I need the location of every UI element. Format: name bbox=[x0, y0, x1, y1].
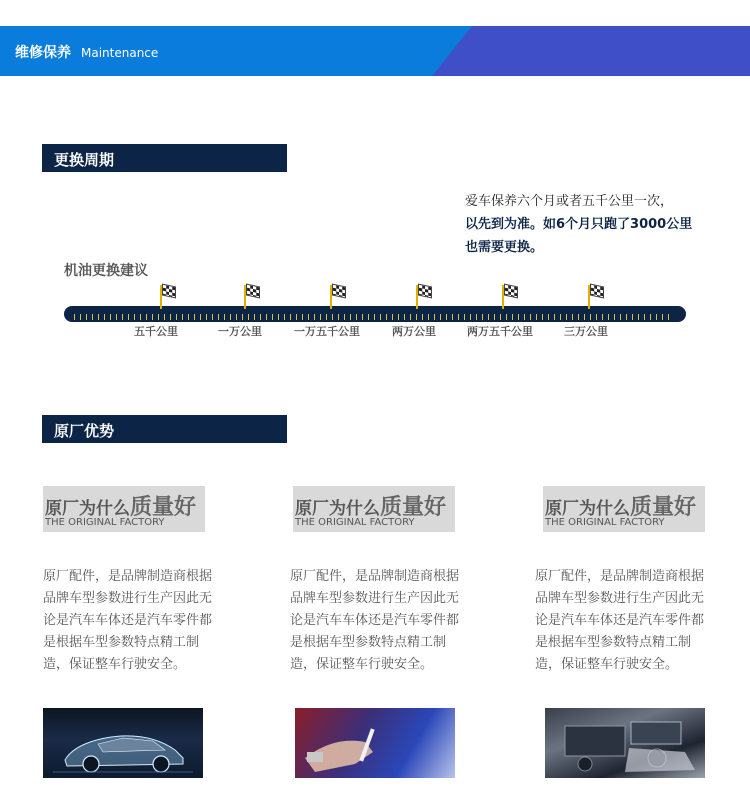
card-banner bbox=[293, 486, 455, 532]
banner-heading-small: 原厂为什么 bbox=[295, 499, 380, 519]
page-title bbox=[15, 42, 158, 62]
card-description: 原厂配件，是品牌制造商根据品牌车型参数进行生产因此无论是汽车车体还是汽车零件都是根据车型参数特点精工制造，保证整车行驶安全。 bbox=[43, 569, 213, 672]
milestone-label: 两万公里 bbox=[392, 325, 436, 338]
milestone-label: 一万公里 bbox=[218, 325, 262, 338]
checkered-flag-icon bbox=[414, 283, 434, 309]
oil-change-title: 机油更换建议 bbox=[64, 263, 148, 279]
advantage-card bbox=[43, 486, 215, 672]
milestone-label: 一万五千公里 bbox=[294, 325, 360, 338]
note-line-1: 爱车保养六个月或者五千公里一次， bbox=[465, 194, 674, 209]
car-wireframe-image bbox=[43, 708, 203, 778]
banner-heading-small: 原厂为什么 bbox=[45, 499, 130, 519]
page-title-zh: 维修保养 bbox=[15, 45, 71, 61]
milestone-label: 五千公里 bbox=[134, 325, 178, 338]
header-accent bbox=[432, 26, 750, 76]
hand-inspection-image bbox=[295, 708, 455, 778]
checkered-flag-icon bbox=[242, 283, 262, 309]
card-description: 原厂配件，是品牌制造商根据品牌车型参数进行生产因此无论是汽车车体还是汽车零件都是根据车型参数特点精工制造，保证整车行驶安全。 bbox=[535, 569, 705, 672]
timeline-ticks bbox=[74, 314, 674, 320]
header-bar bbox=[0, 26, 750, 76]
checkered-flag-icon bbox=[328, 283, 348, 309]
milestone-label: 三万公里 bbox=[564, 325, 608, 338]
card-banner bbox=[43, 486, 205, 532]
engine-bay-image bbox=[545, 708, 705, 778]
maintenance-note bbox=[465, 190, 705, 259]
page-title-en: Maintenance bbox=[81, 46, 159, 60]
card-description: 原厂配件，是品牌制造商根据品牌车型参数进行生产因此无论是汽车车体还是汽车零件都是根据车型参数特点精工制造，保证整车行驶安全。 bbox=[290, 569, 460, 672]
banner-heading-big: 质量好 bbox=[130, 495, 197, 520]
checkered-flag-icon bbox=[500, 283, 520, 309]
banner-subtitle: THE ORIGINAL FACTORY bbox=[295, 517, 415, 528]
advantage-card bbox=[290, 486, 462, 672]
banner-subtitle: THE ORIGINAL FACTORY bbox=[545, 517, 665, 528]
section-tag-cycle: 更换周期 bbox=[42, 144, 287, 172]
banner-heading-big: 质量好 bbox=[630, 495, 697, 520]
banner-heading-big: 质量好 bbox=[380, 495, 447, 520]
advantage-card bbox=[535, 486, 707, 672]
checkered-flag-icon bbox=[586, 283, 606, 309]
banner-heading-small: 原厂为什么 bbox=[545, 499, 630, 519]
milestone-label: 两万五千公里 bbox=[467, 325, 533, 338]
section-tag-factory: 原厂优势 bbox=[42, 415, 287, 443]
banner-subtitle: THE ORIGINAL FACTORY bbox=[45, 517, 165, 528]
card-banner bbox=[543, 486, 705, 532]
checkered-flag-icon bbox=[158, 283, 178, 309]
note-line-2: 以先到为准。如6个月只跑了3000公里也需要更换。 bbox=[465, 217, 693, 255]
